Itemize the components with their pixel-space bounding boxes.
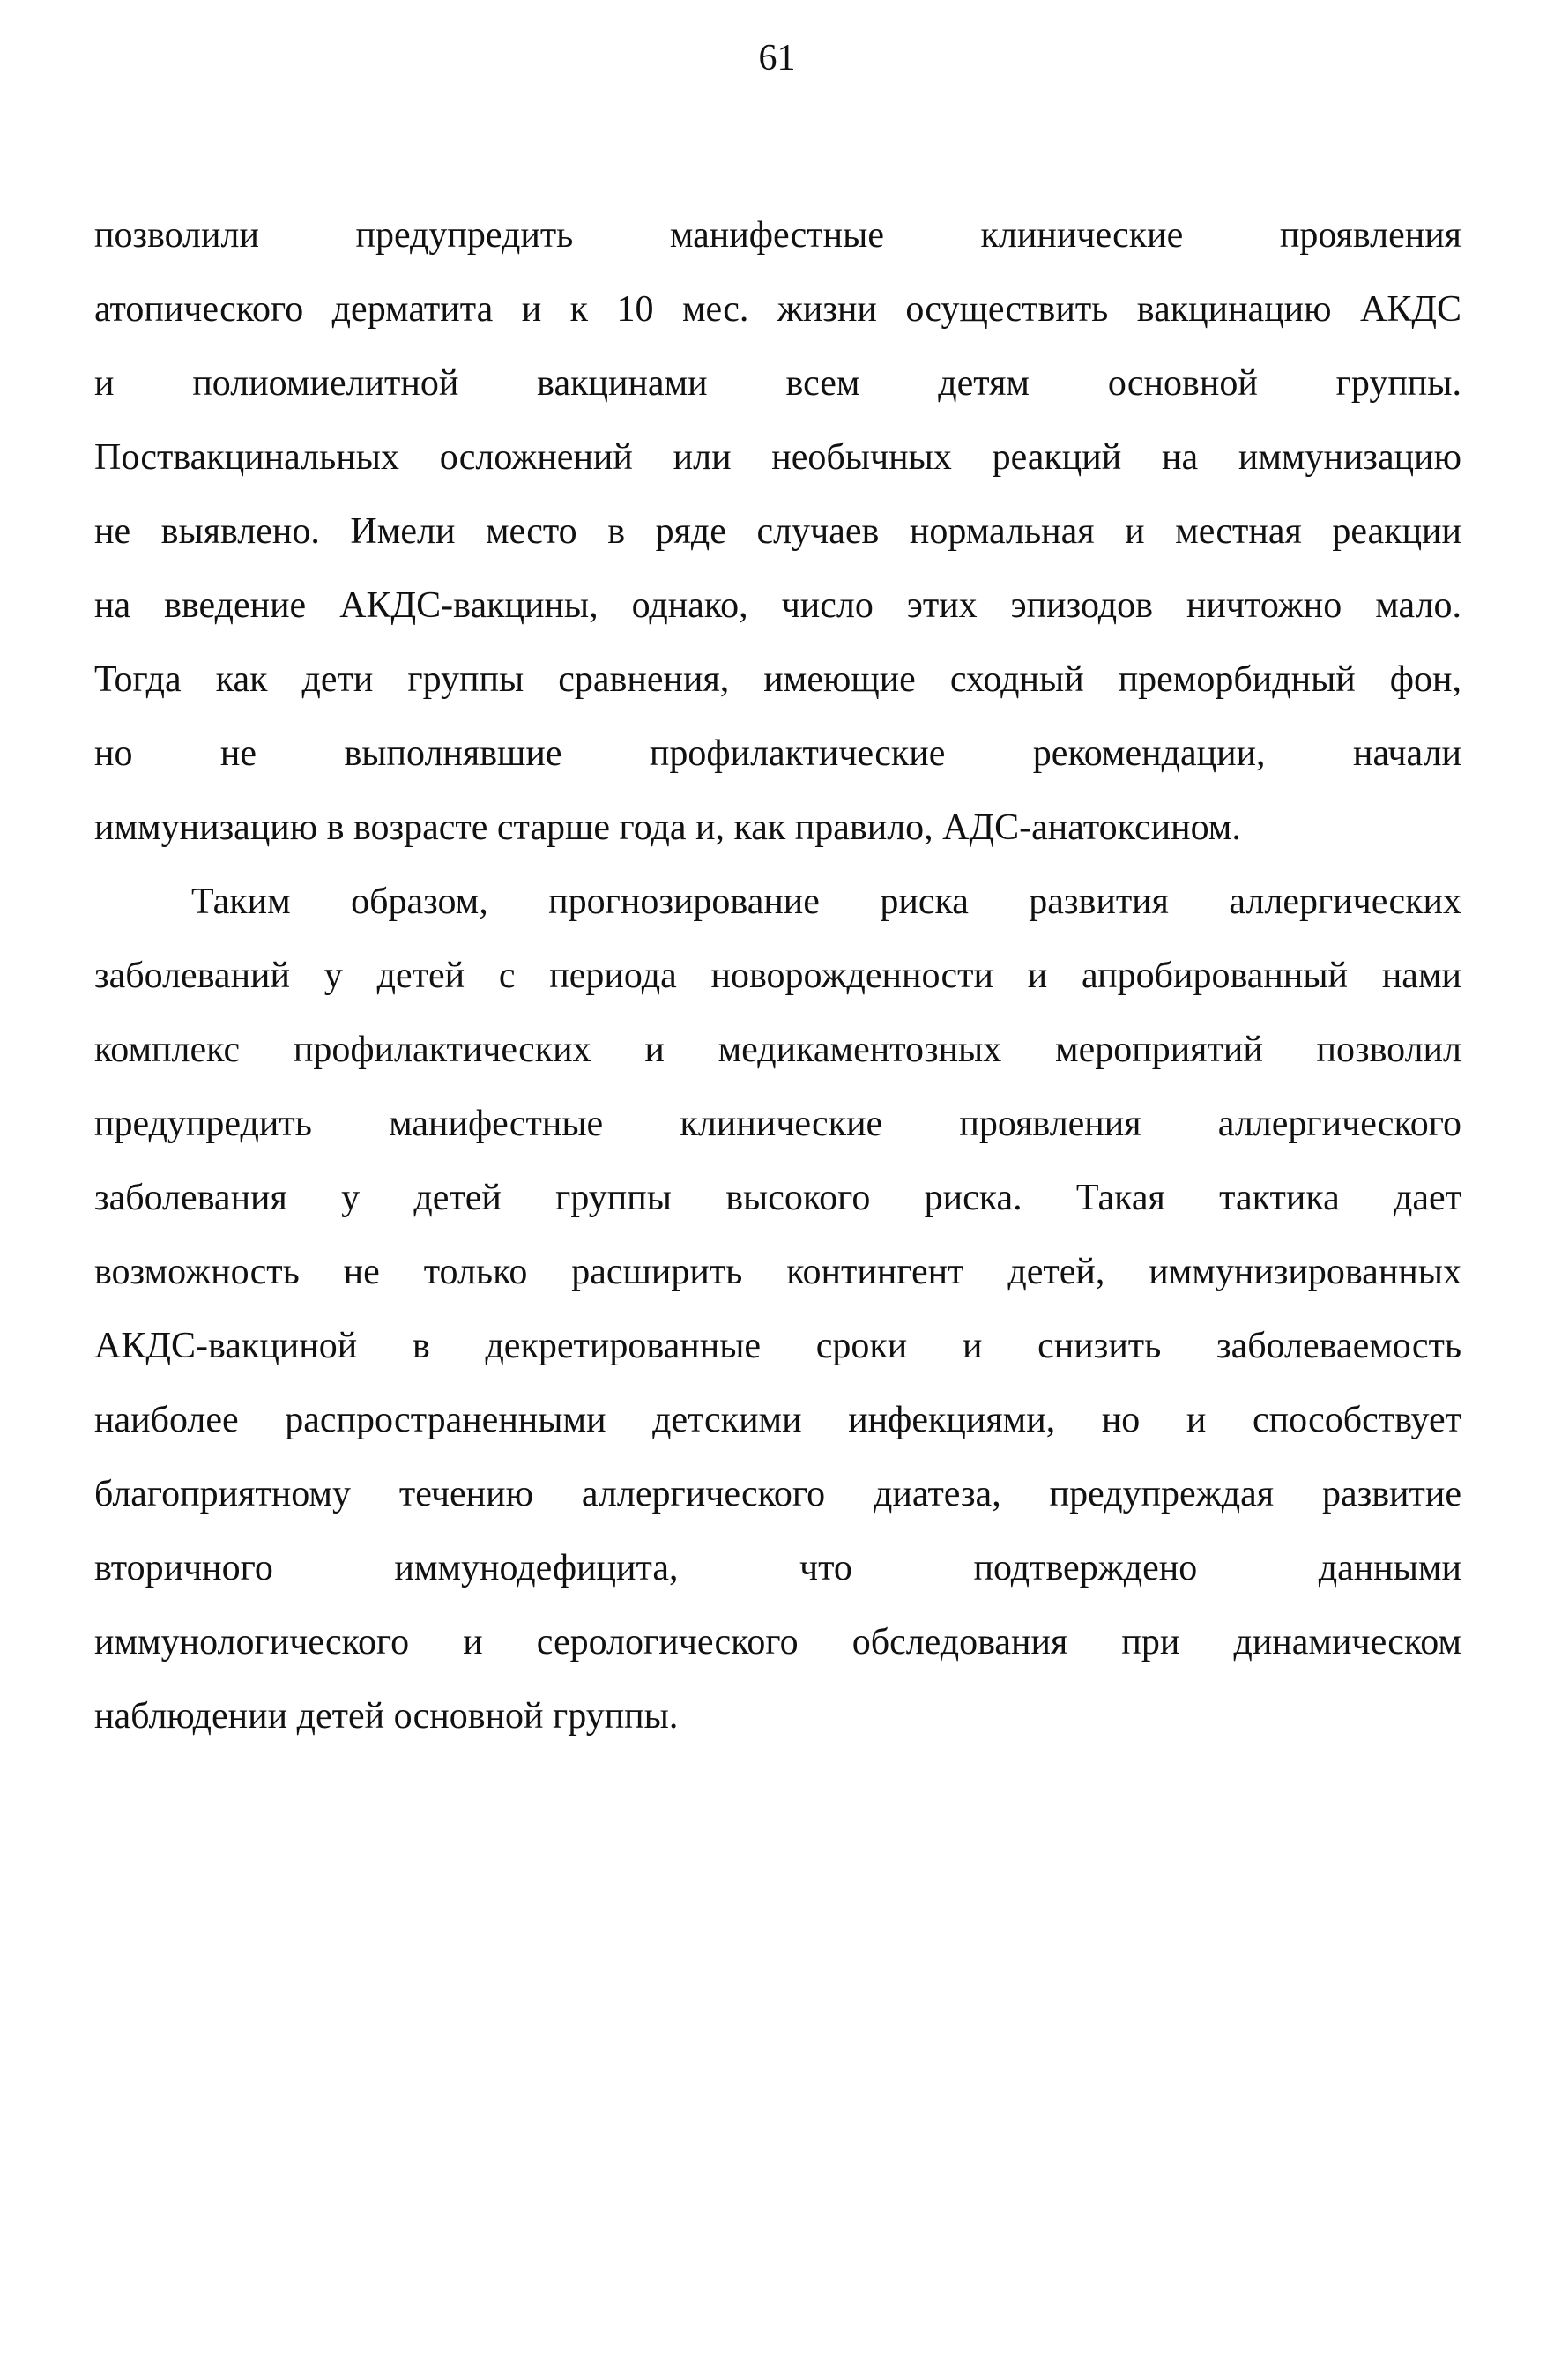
text-line: Тогда как дети группы сравнения, имеющие сходный преморбидный фон, (94, 659, 1461, 700)
text-line: комплекс профилактических и медикаментозных мероприятий позволил (94, 1030, 1461, 1070)
page-number: 61 (758, 38, 796, 78)
text-line: заболевания у детей группы высокого риска. Такая тактика дает (94, 1178, 1461, 1218)
text-line: АКДС-вакциной в декретированные сроки и снизить заболеваемость (94, 1326, 1461, 1366)
text-line: благоприятному течению аллергического диатеза, предупреждая развитие (94, 1474, 1461, 1514)
text-line: не выявлено. Имели место в ряде случаев нормальная и местная реакции (94, 511, 1461, 552)
text-line: на введение АКДС-вакцины, однако, число этих эпизодов ничтожно мало. (94, 585, 1461, 626)
text-line: позволили предупредить манифестные клинические проявления (94, 215, 1461, 256)
text-line: предупредить манифестные клинические проявления аллергического (94, 1104, 1461, 1144)
text-line: иммунизацию в возрасте старше года и, как правило, АДС-анатоксином. (94, 807, 1241, 848)
text-line: вторичного иммунодефицита, что подтверждено данными (94, 1548, 1461, 1588)
text-line: и полиомиелитной вакцинами всем детям основной группы. (94, 363, 1461, 404)
text-line: атопического дерматита и к 10 мес. жизни осуществить вакцинацию АКДС (94, 289, 1461, 330)
body-text (94, 198, 1461, 1753)
text-line: наиболее распространенными детскими инфекциями, но и способствует (94, 1400, 1461, 1440)
text-line: но не выполнявшие профилактические рекомендации, начали (94, 733, 1461, 774)
text-line: наблюдении детей основной группы. (94, 1696, 679, 1737)
text-line: Поствакцинальных осложнений или необычных реакций на иммунизацию (94, 437, 1461, 478)
text-line: заболеваний у детей с периода новорожденности и апробированный нами (94, 956, 1461, 996)
text-line: Таким образом, прогнозирование риска развития аллергических (191, 881, 1461, 922)
text-line: возможность не только расширить контингент детей, иммунизированных (94, 1252, 1461, 1292)
text-line: иммунологического и серологического обследования при динамическом (94, 1622, 1461, 1662)
